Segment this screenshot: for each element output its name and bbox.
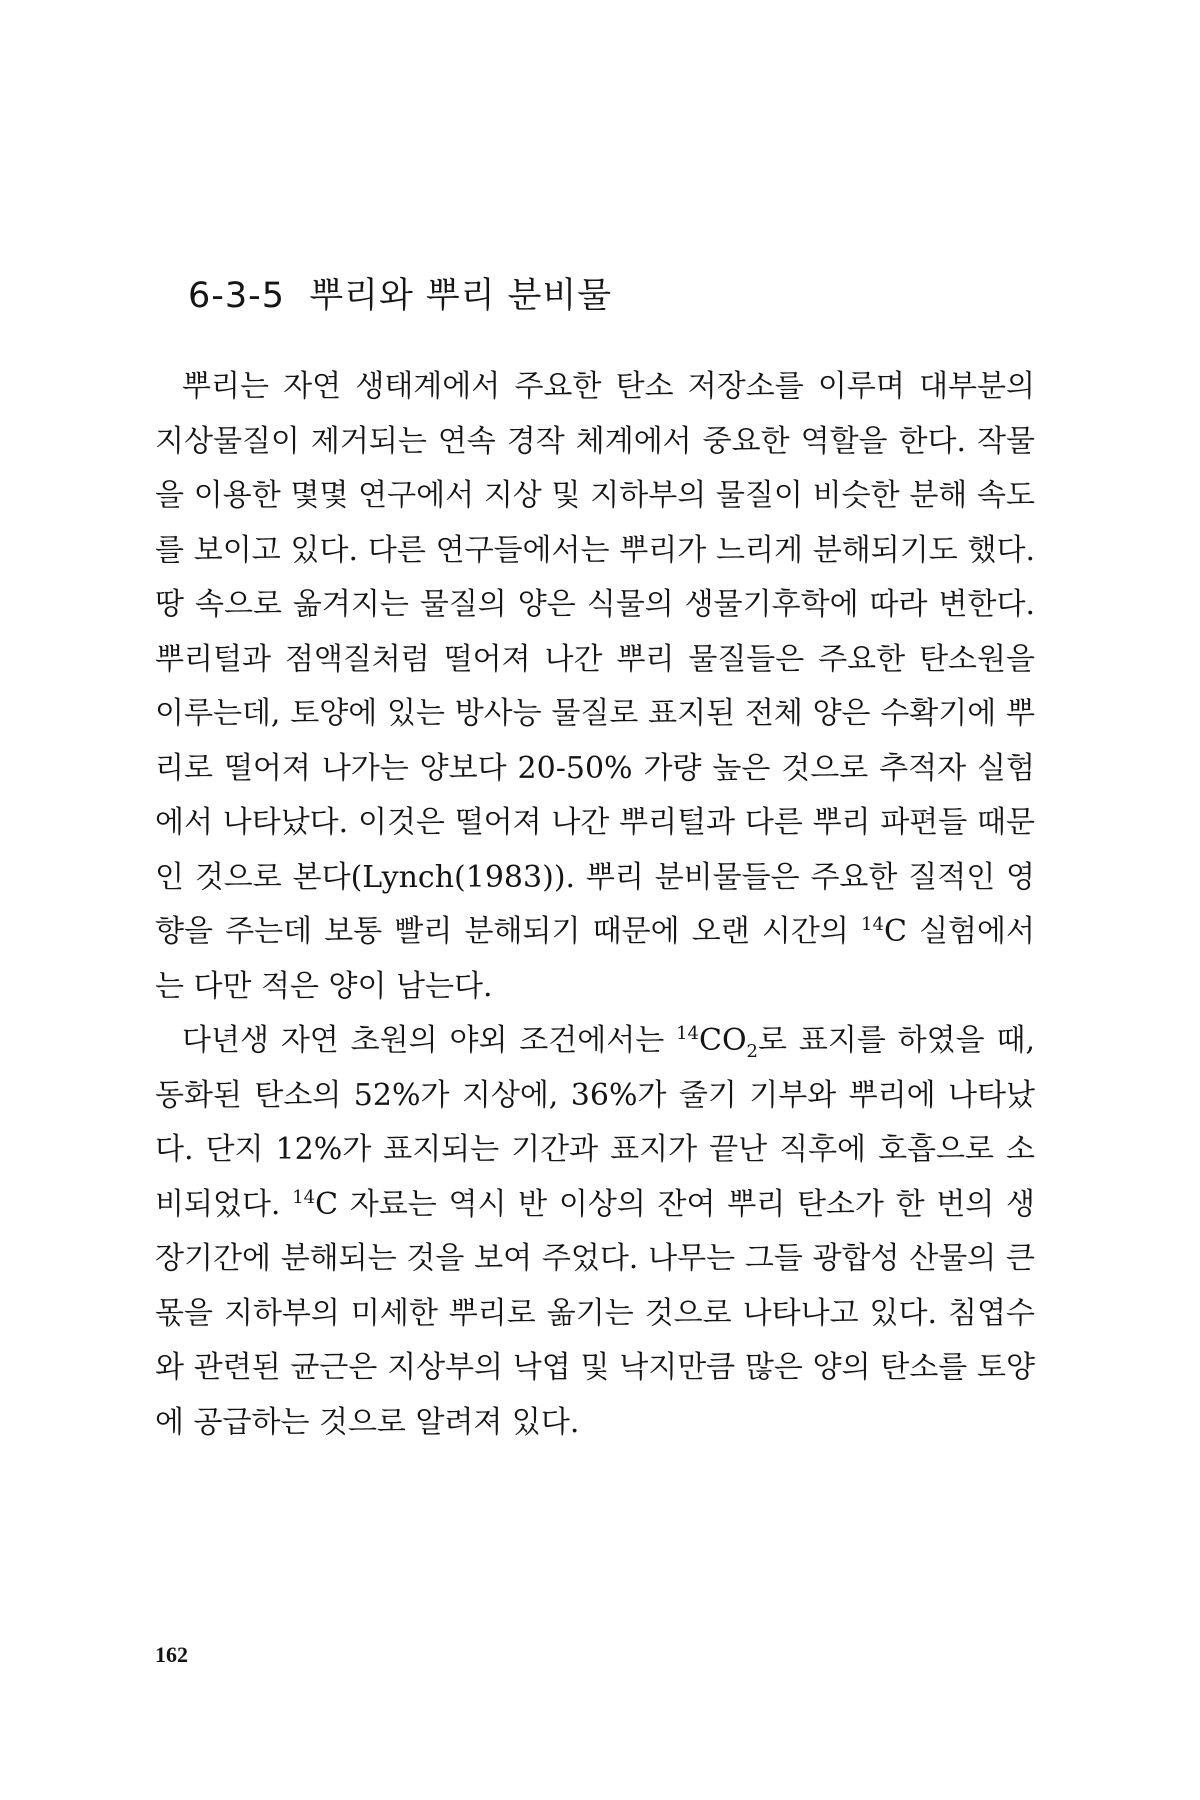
- paragraph-text: 로 표지를 하였을 때, 동화된 탄소의 52%가 지상에, 36%가 줄기 기부와 뿌리에 나타났다. 단지 12%가 표지되는 기간과 표지가 끝난 직후에 호흡으로 소비되었다.: [155, 1023, 1035, 1222]
- section-number: 6-3-5: [188, 276, 286, 316]
- isotope-superscript: 14: [292, 1186, 316, 1208]
- section-heading: [188, 268, 612, 318]
- paragraph-text: C 실험에서는 다만 적은 양이 남는다.: [155, 914, 1035, 1004]
- section-title: 뿌리와 뿌리 분비물: [309, 276, 613, 316]
- isotope-superscript: 14: [861, 914, 884, 935]
- paragraph-text: 뿌리는 자연 생태계에서 주요한 탄소 저장소를 이루며 대부분의 지상물질이 제거되는 연속 경작 체계에서 중요한 역할을 한다. 작물을 이용한 몇몇 연구에서 지상 및 지하부의 물질이 비슷한 분해 속도를 보이고 있다. 다른 연구들에서는 뿌리가 느리게 분해되기도 했다. 땅 속으로 옮겨지는 물질의 양은 식물의 생물기후학에 따라 변한다. 뿌리털과 점액질처럼 떨어져 나간 뿌리 물질들은 주요한 탄소원을 이루는데, 토양에 있는 방사능 물질로 표지된 전체 양은 수확기에 뿌리로 떨어져 나가는 양보다 20-50% 가량 높은 것으로 추적자 실험에서 나타났다. 이것은 떨어져 나간 뿌리털과 다른 뿌리 파편들 때문인 것으로 본다(Lynch(1983)). 뿌리 분비물들은 주요한 질적인 영향을 주는데 보통 빨리 분해되기 때문에 오랜 시간의: [155, 369, 1035, 949]
- formula-base: CO: [698, 1023, 747, 1058]
- paragraph-roots: [155, 360, 1035, 1014]
- isotope-superscript: 14: [676, 1023, 699, 1044]
- paragraph-grassland: [155, 1014, 1035, 1450]
- paragraph-text: 다년생 자연 초원의 야외 조건에서는: [182, 1023, 677, 1058]
- body-text: [155, 360, 1035, 1450]
- paragraph-text: C 자료는 역시 반 이상의 잔여 뿌리 탄소가 한 번의 생장기간에 분해되는 것을 보여 주었다. 나무는 그들 광합성 산물의 큰 몫을 지하부의 미세한 뿌리로 옮기는 것으로 나타나고 있다. 침엽수와 관련된 균근은 지상부의 낙엽 및 낙지만큼 많은 양의 탄소를 토양에 공급하는 것으로 알려져 있다.: [155, 1186, 1035, 1440]
- formula-subscript: 2: [746, 1041, 758, 1062]
- page-number: 162: [155, 1642, 188, 1667]
